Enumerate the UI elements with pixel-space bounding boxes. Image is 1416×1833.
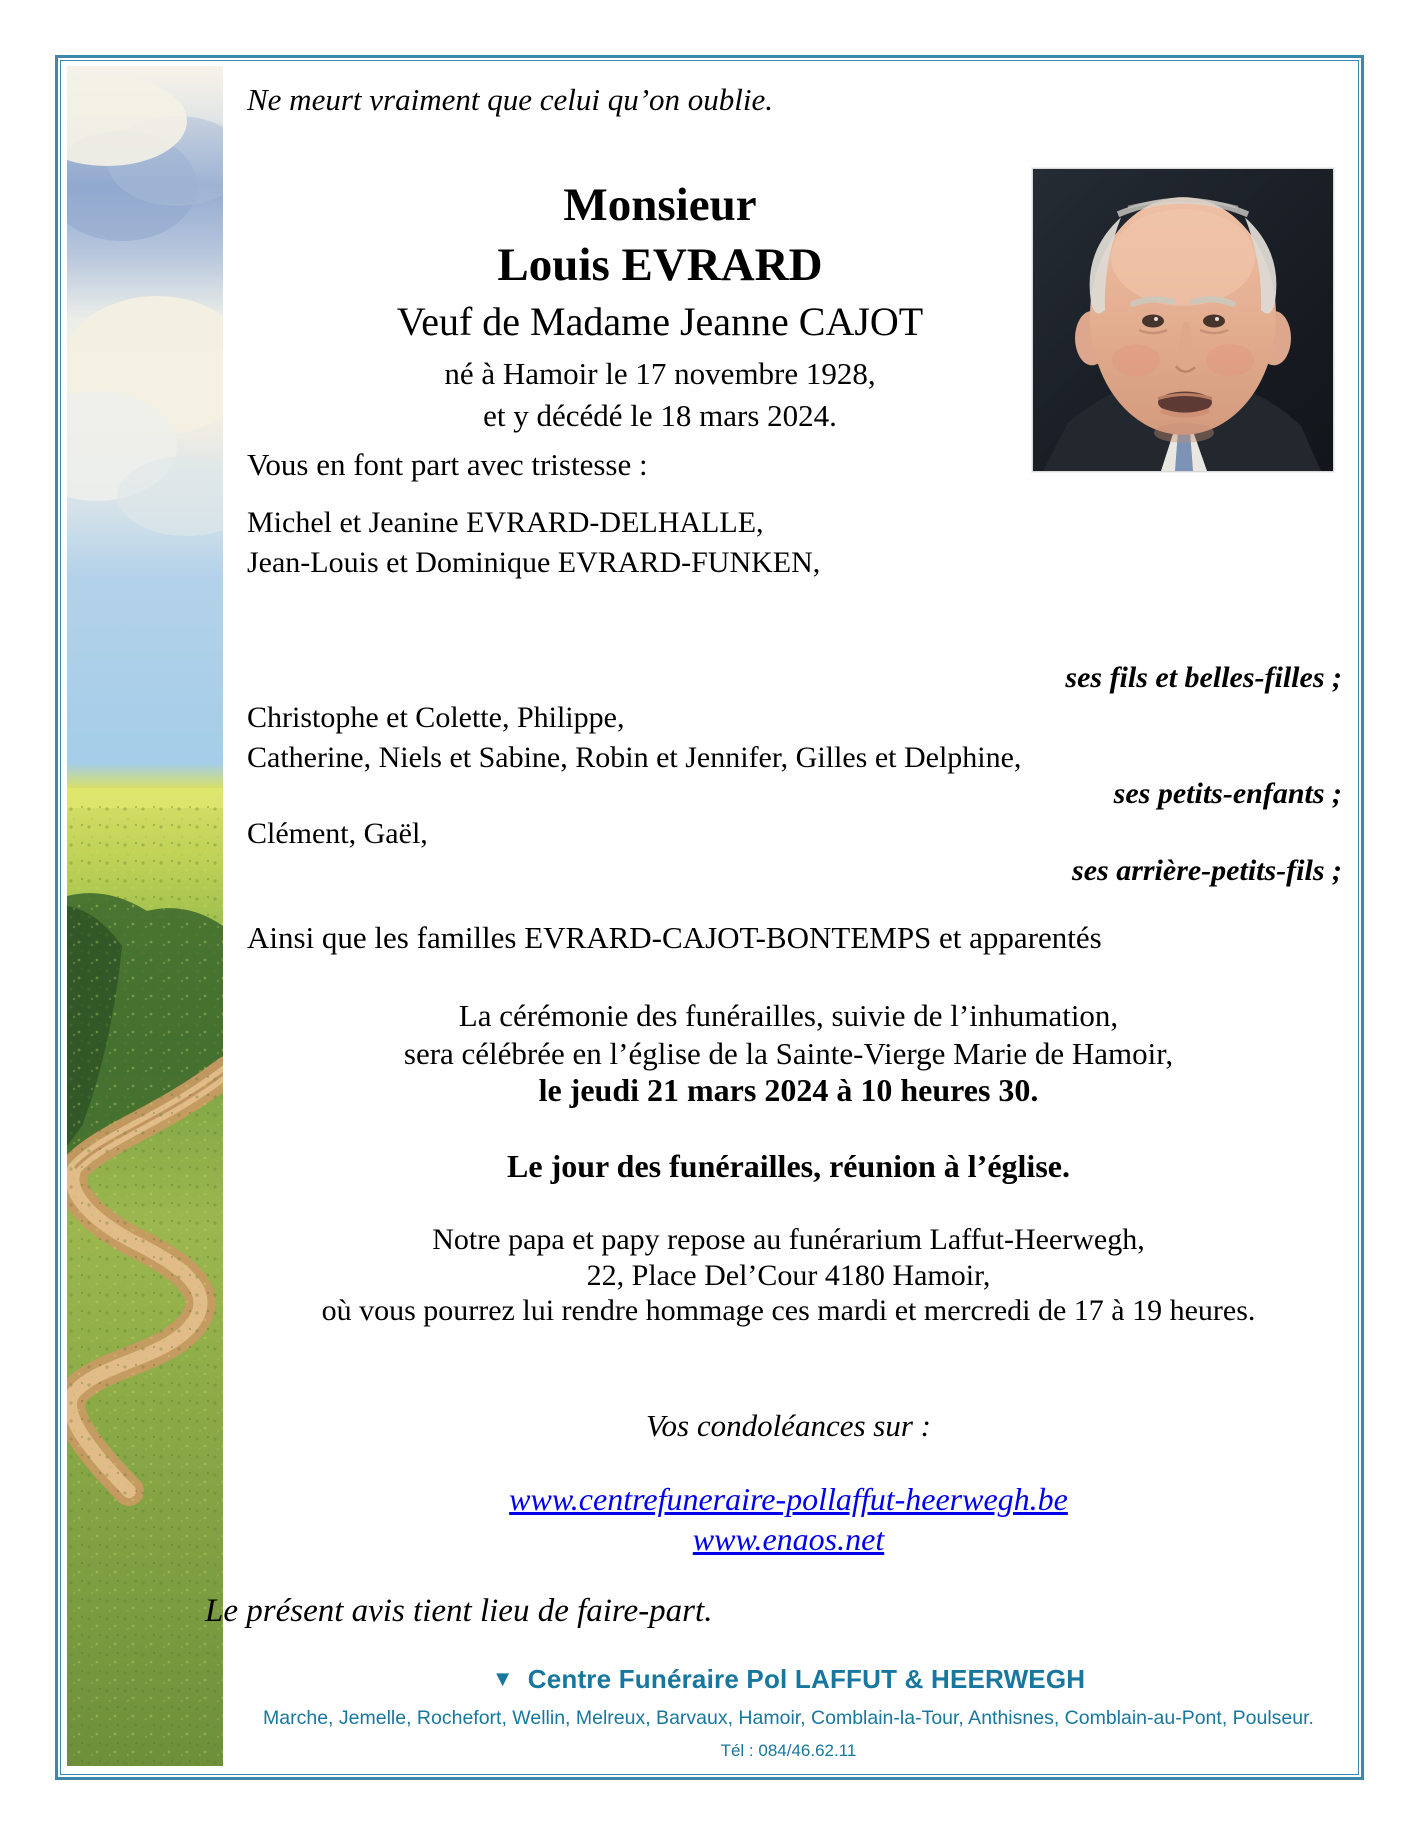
ceremony-line-2: sera célébrée en l’église de la Sainte-Vierge Marie de Hamoir, [403,1036,1174,1071]
title-monsieur: Monsieur [563,179,757,231]
repose-visiting-hours-line: où vous pourrez lui rendre hommage ces mardi et mercredi de 17 à 19 heures. [321,1294,1256,1327]
family-grandchildren-line-2: Catherine, Niels et Sabine, Robin et Jennifer, Gilles et Delphine, [247,741,1022,774]
relation-sons-label: ses fils et belles-filles ; [1065,661,1342,694]
family-sons-line-1: Michel et Jeanine EVRARD-DELHALLE, [247,506,764,539]
funeral-home-phone: Tél : 084/46.62.11 [720,1741,857,1760]
ceremony-date-line: le jeudi 21 mars 2024 à 10 heures 30. [538,1072,1039,1108]
birth-line: né à Hamoir le 17 novembre 1928, [444,356,876,391]
relation-greatgrandsons-label: ses arrière-petits-fils ; [1072,854,1342,887]
triangle-down-icon: ▼ [491,1666,514,1691]
reunion-line: Le jour des funérailles, réunion à l’église. [507,1148,1070,1184]
condolences-link-2 [235,1521,1342,1559]
relation-grandchildren-label: ses petits-enfants ; [1113,777,1342,810]
family-greatgrandsons-line: Clément, Gaël, [247,817,428,850]
repose-line-1: Notre papa et papy repose au funérarium Laffut-Heerwegh, [432,1223,1145,1256]
funeral-home-website-link[interactable]: www.centrefuneraire-pollaffut-heerwegh.be [509,1481,1068,1517]
deceased-name: Louis EVRARD [497,239,823,291]
country-path-landscape-graphic [67,66,223,1766]
widow-line: Veuf de Madame Jeanne CAJOT [396,299,924,344]
family-grandchildren-line-1: Christophe et Colette, Philippe, [247,701,625,734]
funeral-home-name: Centre Funéraire Pol LAFFUT & HEERWEGH [527,1664,1086,1694]
memorial-quote: Ne meurt vraiment que celui qu’on oublie. [247,82,774,117]
nature-strip-image [67,66,223,1766]
funeral-home-brand [235,1664,1342,1695]
funeral-home-locations: Marche, Jemelle, Rochefort, Wellin, Melreux, Barvaux, Hamoir, Comblain-la-Tour, Anthisnes, Comblain-au-Pont, Poulseur. [263,1707,1314,1729]
condolences-label: Vos condoléances sur : [646,1408,931,1443]
related-families-line: Ainsi que les familles EVRARD-CAJOT-BONTEMPS et apparentés [247,920,1102,955]
announcement-intro: Vous en font part avec tristesse : [247,447,648,482]
enaos-website-link[interactable]: www.enaos.net [692,1521,885,1557]
death-line: et y décédé le 18 mars 2024. [483,398,837,433]
repose-address-line: 22, Place Del’Cour 4180 Hamoir, [586,1259,991,1292]
condolences-link-1 [235,1481,1342,1519]
ceremony-line-1: La cérémonie des funérailles, suivie de l’inhumation, [458,998,1119,1033]
farewell-notice-line: Le présent avis tient lieu de faire-part. [205,1593,713,1629]
family-sons-line-2: Jean-Louis et Dominique EVRARD-FUNKEN, [247,546,821,579]
